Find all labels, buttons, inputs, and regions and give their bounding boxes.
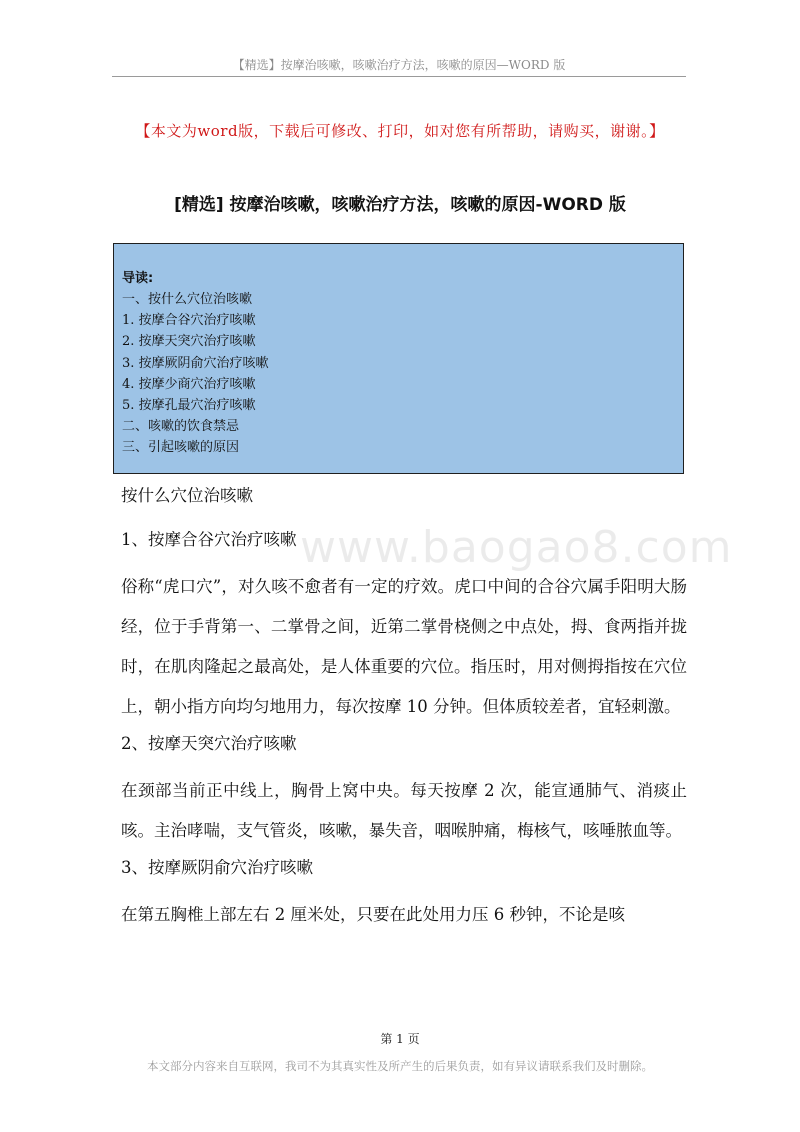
toc-item: 1. 按摩合谷穴治疗咳嗽 (122, 313, 256, 329)
toc-item: 二、咳嗽的饮食禁忌 (122, 419, 240, 435)
document-body (121, 481, 687, 935)
paragraph: 俗称“虎口穴”，对久咳不愈者有一定的疗效。虎口中间的合谷穴属手阳明大肠经，位于手背第一、二掌骨之间，近第二掌骨桡侧之中点处，拇、食两指并拢时，在肌肉隆起之最高处，是人体重要的穴位。指压时，用对侧拇指按在穴位上，朝小指方向均匀地用力，每次按摩 10 分钟。但体质较差者，宜轻刺激。 (121, 577, 687, 716)
toc-item: 2. 按摩天突穴治疗咳嗽 (122, 334, 256, 350)
toc-heading: 导读: (122, 271, 154, 286)
subsection-heading: 3、按摩厥阴俞穴治疗咳嗽 (121, 858, 313, 877)
page-footer: 本文部分内容来自互联网，我司不为其真实性及所产生的后果负责，如有异议请联系我们及时删除。 (147, 1059, 653, 1073)
subsection-heading: 1、按摩合谷穴治疗咳嗽 (121, 530, 297, 549)
toc-item: 三、引起咳嗽的原因 (122, 440, 240, 456)
paragraph: 在第五胸椎上部左右 2 厘米处，只要在此处用力压 6 秒钟，不论是咳 (121, 905, 625, 924)
section-heading: 按什么穴位治咳嗽 (121, 486, 253, 505)
download-notice: 【本文为word版，下载后可修改、打印，如对您有所帮助，请购买，谢谢。】 (135, 122, 665, 140)
toc-item: 4. 按摩少商穴治疗咳嗽 (122, 376, 256, 392)
subsection-heading: 2、按摩天突穴治疗咳嗽 (121, 734, 297, 753)
header-divider (112, 76, 686, 77)
page-number: 第 1 页 (380, 1032, 420, 1046)
table-of-contents (113, 243, 684, 474)
toc-item: 3. 按摩厥阴俞穴治疗咳嗽 (122, 355, 269, 371)
toc-item: 一、按什么穴位治咳嗽 (122, 292, 253, 307)
document-title: [精选] 按摩治咳嗽，咳嗽治疗方法，咳嗽的原因-WORD 版 (174, 195, 626, 215)
page-header: 【精选】按摩治咳嗽，咳嗽治疗方法，咳嗽的原因—WORD 版 (232, 58, 566, 72)
watermark: www.baogao8.com (300, 522, 733, 573)
toc-item: 5. 按摩孔最穴治疗咳嗽 (122, 398, 256, 414)
paragraph: 在颈部当前正中线上，胸骨上窝中央。每天按摩 2 次，能宣通肺气、消痰止咳。主治哮喘，支气管炎，咳嗽，暴失音，咽喉肿痛，梅核气，咳唾脓血等。 (121, 781, 687, 840)
